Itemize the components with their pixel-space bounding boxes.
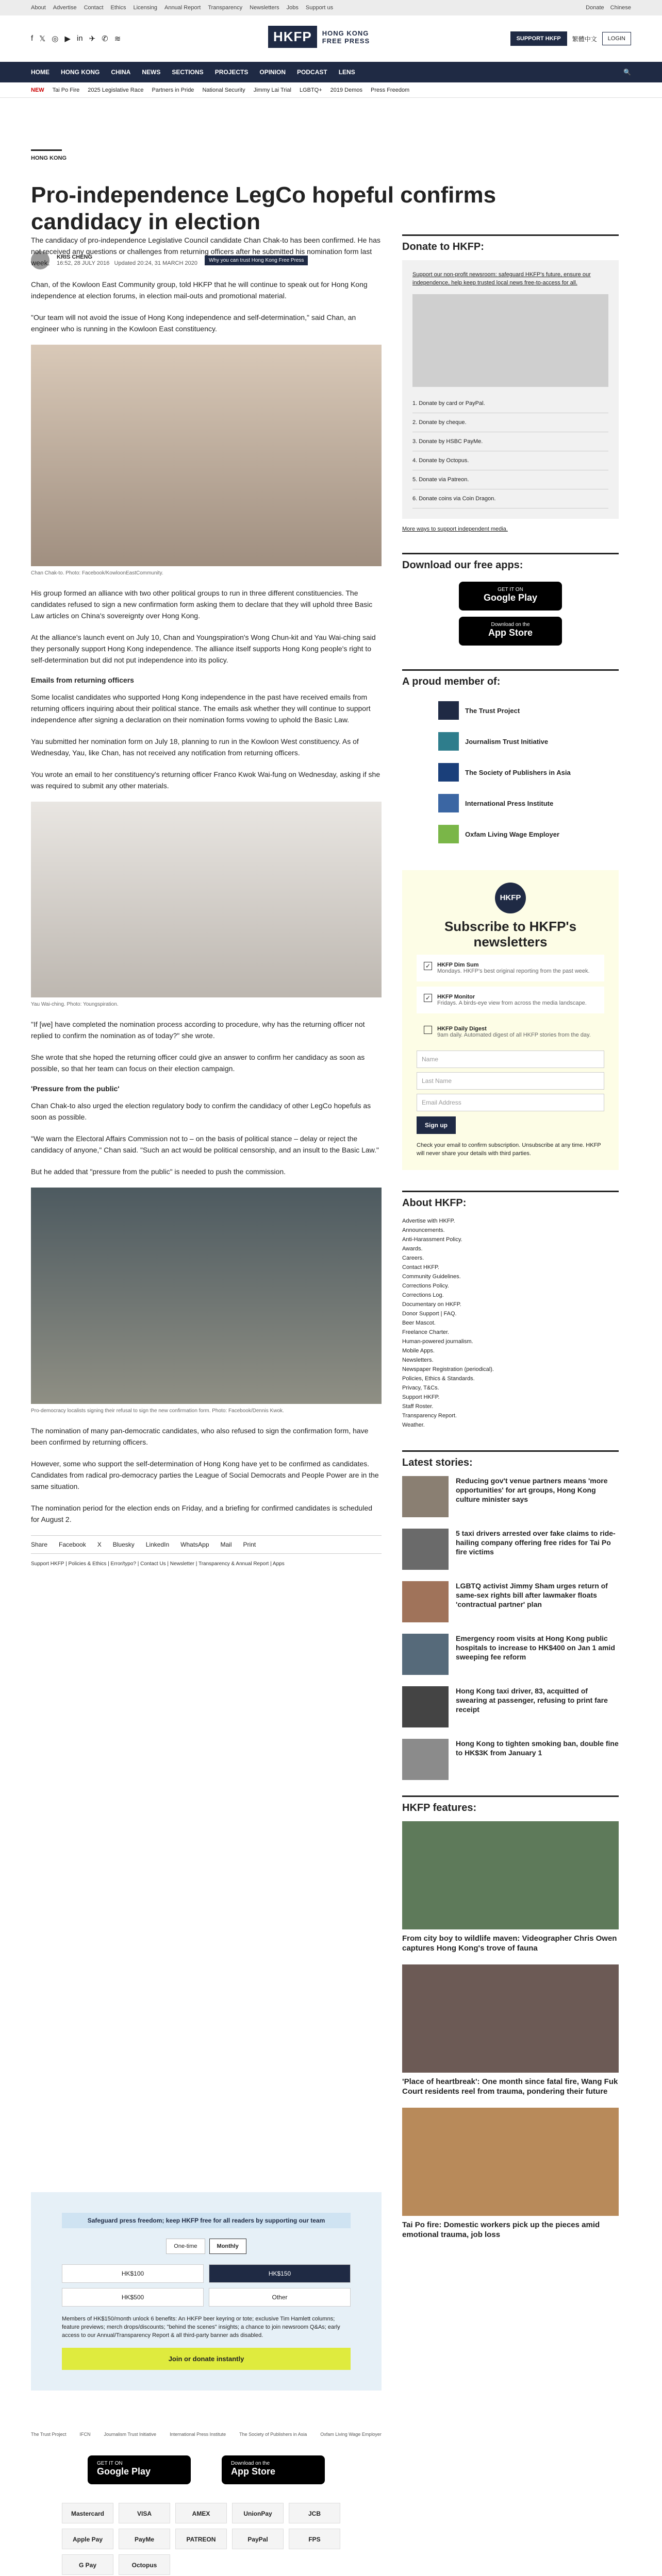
newsletter-option[interactable] xyxy=(417,955,604,981)
features-title: HKFP features: xyxy=(402,1795,619,1814)
about-link[interactable]: Policies, Ethics & Standards. xyxy=(402,1376,475,1382)
partner-logo[interactable]: Journalism Trust Initiative xyxy=(104,2432,157,2437)
latest-title: Latest stories: xyxy=(402,1450,619,1469)
article-kicker[interactable]: HONG KONG xyxy=(31,149,62,161)
paragraph: "We warn the Electoral Affairs Commission not to – on the basis of political stance – delay or reject the candidacy of anyone," Chan said. "Such an act would be political censorship, and an insult to the Basic Law." xyxy=(31,1134,379,1154)
site-header xyxy=(0,15,662,62)
payment-logo: UnionPay xyxy=(232,2503,284,2523)
feature-image xyxy=(402,1964,619,2073)
trending-item[interactable]: Jimmy Lai Trial xyxy=(253,87,291,93)
newsletter-title: Subscribe to HKFP's newsletters xyxy=(444,919,577,950)
partner-logo[interactable]: The Society of Publishers in Asia xyxy=(239,2432,307,2437)
updated-date: Updated 20:24, 31 MARCH 2020 xyxy=(114,260,197,266)
name-input[interactable]: Name xyxy=(417,1050,604,1068)
badge-label: App Store xyxy=(488,628,533,638)
article-photo-1 xyxy=(31,345,382,566)
feature-title[interactable]: 'Place of heartbreak': One month since fatal fire, Wang Fuk Court residents reel from trauma, pondering their future xyxy=(402,2077,618,2096)
donate-option[interactable]: 5. Donate via Patreon. xyxy=(412,470,608,489)
about-link[interactable]: Contact HKFP. xyxy=(402,1264,439,1270)
about-link[interactable]: Mobile Apps. xyxy=(402,1348,435,1354)
features-list xyxy=(402,1821,619,2240)
feature-image xyxy=(402,2108,619,2216)
nav-item[interactable]: LENS xyxy=(338,69,355,76)
apps-title: Download our free apps: xyxy=(402,553,619,571)
share-bar xyxy=(31,1535,382,1554)
newsletter-option[interactable] xyxy=(417,987,604,1013)
top-links xyxy=(31,5,333,11)
member-logo[interactable] xyxy=(402,819,619,850)
nav-item[interactable]: SECTIONS xyxy=(172,69,204,76)
paragraph: But he added that "pressure from the public" is needed to push the commission. xyxy=(31,1167,286,1176)
story-title[interactable]: 5 taxi drivers arrested over fake claims to ride-hailing company offering free rides for Tai Po fire victims xyxy=(456,1529,616,1556)
nav-item[interactable]: HONG KONG xyxy=(61,69,100,76)
trust-tip[interactable]: Why you can trust Hong Kong Free Press xyxy=(205,256,308,265)
about-link[interactable]: Support HKFP. xyxy=(402,1394,440,1400)
payment-logo: PayPal xyxy=(232,2529,284,2549)
about-link[interactable]: Corrections Log. xyxy=(402,1292,444,1298)
latest-story[interactable] xyxy=(402,1581,619,1622)
signup-button[interactable]: Sign up xyxy=(417,1116,456,1134)
amount-option[interactable]: HK$500 xyxy=(62,2288,204,2307)
partner-logo[interactable]: Oxfam Living Wage Employer xyxy=(320,2432,382,2437)
article-photo-3 xyxy=(31,1188,382,1404)
donate-more-link[interactable]: More ways to support independent media. xyxy=(402,526,508,532)
badge-small: GET IT ON xyxy=(97,2461,123,2466)
footer-links[interactable]: Support HKFP | Policies & Ethics | Error/typo? | Contact Us | Newsletter | Transparency & Annual Report | Apps xyxy=(31,1561,285,1567)
logo-text-2: FREE PRESS xyxy=(322,37,370,45)
language-link[interactable]: 繁體中文 xyxy=(572,35,597,43)
subheading: 'Pressure from the public' xyxy=(31,1084,120,1093)
about-link[interactable]: Careers. xyxy=(402,1255,424,1261)
share-link[interactable]: Mail xyxy=(220,1541,232,1548)
member-name: The Trust Project xyxy=(465,706,520,715)
member-name: Journalism Trust Initiative xyxy=(465,737,549,745)
partner-logos xyxy=(31,2432,382,2437)
nav-item[interactable]: CHINA xyxy=(111,69,131,76)
top-utility-bar xyxy=(0,0,662,15)
article-footer xyxy=(31,2432,382,2576)
tab-one-time[interactable]: One-time xyxy=(166,2239,205,2254)
trending-item[interactable]: 2025 Legislative Race xyxy=(88,87,144,93)
paragraph: Yau submitted her nomination form on July 18, planning to run in the Kowloon West constituency. As of Wednesday, Yau, like Chan, has not received any notification from returning officers. xyxy=(31,737,359,757)
paragraph: The candidacy of pro-independence Legislative Council candidate Chan Chak-to has been confirmed. He has not received any questions or challenges from returning officers after he submitted his nomination form last week. xyxy=(31,236,380,267)
email-input[interactable]: Email Address xyxy=(417,1094,604,1111)
nav-item[interactable]: NEWS xyxy=(142,69,161,76)
top-link[interactable]: Licensing xyxy=(133,5,157,11)
share-link[interactable]: LinkedIn xyxy=(145,1541,170,1548)
member-list xyxy=(402,695,619,850)
publish-date: 16:52, 28 JULY 2016 xyxy=(57,260,110,266)
badge-label: App Store xyxy=(231,2466,276,2477)
sidebar xyxy=(402,234,619,2251)
feature-story[interactable] xyxy=(402,2108,619,2240)
paragraph: His group formed an alliance with two other political groups to run in three different constituencies. The candidates refused to sign a new confirmation form asking them to declare that they will uphold three Basic Law articles on China's sovereignty over Hong Kong. xyxy=(31,589,373,620)
paragraph: The nomination of many pan-democratic candidates, who also refused to sign the confirmation form, have been confirmed by returning officers. xyxy=(31,1427,369,1446)
top-link[interactable]: Advertise xyxy=(53,5,77,11)
feature-story[interactable] xyxy=(402,1821,619,1953)
payment-logo: FPS xyxy=(289,2529,340,2549)
partner-logo[interactable]: IFCN xyxy=(79,2432,91,2437)
about-link[interactable]: Awards. xyxy=(402,1246,423,1252)
site-logo[interactable] xyxy=(268,26,370,48)
payment-logos xyxy=(62,2503,351,2575)
nav-item[interactable]: HOME xyxy=(31,69,49,76)
join-button[interactable]: Join or donate instantly xyxy=(62,2348,351,2370)
top-link[interactable]: Annual Report xyxy=(164,5,201,11)
newsletter-name: HKFP Monitor xyxy=(437,994,475,1000)
photo-caption: Chan Chak-to. Photo: Facebook/KowloonEastCommunity. xyxy=(31,570,163,576)
badge-small: Download on the xyxy=(231,2461,270,2466)
member-logo[interactable] xyxy=(402,726,619,757)
about-link[interactable]: Transparency Report. xyxy=(402,1413,457,1419)
payment-logo: PayMe xyxy=(119,2529,170,2549)
paragraph: "If [we] have completed the nomination process according to procedure, why has the returning officer not replied to confirm the nomination as of today?" she wrote. xyxy=(31,1020,365,1040)
author-name[interactable]: KRIS CHENG xyxy=(57,254,93,260)
payment-logo: JCB xyxy=(289,2503,340,2523)
app-store-badge[interactable] xyxy=(222,2455,325,2484)
nav-item[interactable]: PROJECTS xyxy=(214,69,249,76)
trending-item[interactable]: Partners in Pride xyxy=(152,87,194,93)
partner-logo[interactable]: The Trust Project xyxy=(31,2432,67,2437)
newsletter-desc: 9am daily. Automated digest of all HKFP stories from the day. xyxy=(437,1032,591,1038)
about-link[interactable]: Corrections Policy. xyxy=(402,1283,449,1289)
amount-option-selected[interactable]: HK$150 xyxy=(209,2264,351,2283)
top-link[interactable]: About xyxy=(31,5,46,11)
newsletter-name: HKFP Daily Digest xyxy=(437,1026,487,1032)
photo-caption: Yau Wai-ching. Photo: Youngspiration. xyxy=(31,1002,119,1007)
feature-title[interactable]: Tai Po fire: Domestic workers pick up the pieces amid emotional trauma, job loss xyxy=(402,2221,600,2239)
about-link[interactable]: Community Guidelines. xyxy=(402,1274,461,1280)
member-icon xyxy=(438,825,459,843)
member-name: International Press Institute xyxy=(465,799,554,807)
paragraph: However, some who support the self-determination of Hong Kong have yet to be confirmed as candidates. Candidates from radical pro-democracy parties the League of Social Democrats and People Power are in the same situation. xyxy=(31,1460,379,1490)
top-link[interactable]: Contact xyxy=(84,5,104,11)
about-title: About HKFP: xyxy=(402,1191,619,1209)
article-title: Pro-independence LegCo hopeful confirms candidacy in election xyxy=(31,182,496,234)
about-link[interactable]: Human-powered journalism. xyxy=(402,1338,473,1345)
newsletter-box xyxy=(402,870,619,1170)
donate-image xyxy=(412,294,608,387)
donate-banner xyxy=(31,2192,382,2391)
share-link[interactable]: Bluesky xyxy=(112,1541,135,1548)
member-icon xyxy=(438,763,459,782)
paragraph: Chan, of the Kowloon East Community group, told HKFP that he will continue to speak out for Hong Kong independence at election forums, in election mail-outs and promotional material. xyxy=(31,280,368,300)
facebook-icon[interactable]: f xyxy=(31,34,34,43)
amount-option[interactable]: Other xyxy=(209,2288,351,2307)
donate-box xyxy=(402,260,619,519)
about-link[interactable]: Advertise with HKFP. xyxy=(402,1218,455,1224)
donate-option[interactable]: 4. Donate by Octopus. xyxy=(412,451,608,470)
paragraph: "Our team will not avoid the issue of Hong Kong independence and self-determination," said Chan, an engineer who is running in the Kowloon East constituency. xyxy=(31,313,356,333)
paragraph: Chan Chak-to also urged the election regulatory body to confirm the candidacy of other LegCo hopefuls as soon as possible. xyxy=(31,1101,371,1121)
member-name: Oxfam Living Wage Employer xyxy=(465,830,560,838)
badge-small: Download on the xyxy=(491,622,530,628)
top-chinese-link[interactable]: Chinese xyxy=(610,5,631,11)
latest-story[interactable] xyxy=(402,1529,619,1570)
payment-logo: AMEX xyxy=(175,2503,227,2523)
nav-item[interactable]: OPINION xyxy=(259,69,286,76)
about-link[interactable]: Newspaper Registration (periodical). xyxy=(402,1366,494,1372)
badge-label: Google Play xyxy=(97,2466,151,2477)
feature-story[interactable] xyxy=(402,1964,619,2096)
payment-logo: Octopus xyxy=(119,2554,170,2575)
donate-text[interactable]: Support our non-profit newsroom: safeguard HKFP's future, ensure our independence, help keep trusted local news free-to-access for all. xyxy=(412,272,591,286)
partner-logo[interactable]: International Press Institute xyxy=(170,2432,226,2437)
donate-option[interactable]: 6. Donate coins via Coin Dragon. xyxy=(412,489,608,509)
tab-monthly[interactable]: Monthly xyxy=(209,2239,246,2254)
top-link[interactable]: Transparency xyxy=(208,5,243,11)
logo-text-1: HONG KONG xyxy=(322,29,369,37)
story-thumbnail xyxy=(402,1739,449,1780)
member-logo[interactable] xyxy=(402,788,619,819)
donate-title: Donate to HKFP: xyxy=(402,234,619,253)
payment-logo: Apple Pay xyxy=(62,2529,113,2549)
latest-story[interactable] xyxy=(402,1634,619,1675)
paragraph: She wrote that she hoped the returning officer could give an answer to confirm her candidacy as soon as possible, so that her team can focus on their election campaign. xyxy=(31,1053,365,1073)
trending-item[interactable]: National Security xyxy=(202,87,245,93)
paragraph: You wrote an email to her constituency's returning officer Franco Kwok Wai-fung on Wednesday, asking if she was required to submit any other materials. xyxy=(31,770,380,790)
payment-logo: Mastercard xyxy=(62,2503,113,2523)
checkbox[interactable]: ✓ xyxy=(424,962,432,970)
feature-image xyxy=(402,1821,619,1929)
latest-story[interactable] xyxy=(402,1739,619,1780)
about-link[interactable]: Freelance Charter. xyxy=(402,1329,450,1335)
story-thumbnail xyxy=(402,1686,449,1727)
search-icon[interactable]: 🔍 xyxy=(623,69,631,76)
member-icon xyxy=(438,701,459,720)
story-thumbnail xyxy=(402,1476,449,1517)
story-title[interactable]: Hong Kong to tighten smoking ban, double fine to HK$3K from January 1 xyxy=(456,1739,619,1757)
about-link[interactable]: Documentary on HKFP. xyxy=(402,1301,461,1308)
checkbox[interactable] xyxy=(424,1026,432,1034)
latest-story[interactable] xyxy=(402,1686,619,1727)
about-link[interactable]: Donor Support | FAQ. xyxy=(402,1311,457,1317)
about-link[interactable]: Privacy, T&Cs. xyxy=(402,1385,439,1391)
member-logo[interactable] xyxy=(402,757,619,788)
donate-list xyxy=(412,394,608,509)
story-title[interactable]: Reducing gov't venue partners means 'more opportunities' for art groups, Hong Kong culture minister says xyxy=(456,1477,608,1503)
member-title: A proud member of: xyxy=(402,669,619,688)
trending-item[interactable]: LGBTQ+ xyxy=(299,87,322,93)
top-link[interactable]: Newsletters xyxy=(250,5,279,11)
banner-heading[interactable]: Safeguard press freedom; keep HKFP free for all readers by supporting our team xyxy=(62,2213,351,2228)
trending-item[interactable]: Press Freedom xyxy=(371,87,410,93)
badge-small: GET IT ON xyxy=(498,587,523,592)
top-link[interactable]: Ethics xyxy=(110,5,126,11)
newsletter-note: Check your email to confirm subscription. Unsubscribe at any time. HKFP will never share your details with third parties. xyxy=(417,1142,601,1157)
trending-label: NEW xyxy=(31,87,44,93)
payment-logo: G Pay xyxy=(62,2554,113,2575)
share-link[interactable]: Facebook xyxy=(59,1541,86,1548)
about-link[interactable]: Weather. xyxy=(402,1422,425,1428)
about-list xyxy=(402,1216,619,1430)
about-link[interactable]: Beer Mascot. xyxy=(402,1320,436,1326)
amount-option[interactable]: HK$100 xyxy=(62,2264,204,2283)
about-link[interactable]: Newsletters. xyxy=(402,1357,434,1363)
newsletter-desc: Mondays. HKFP's best original reporting from the past week. xyxy=(437,968,590,974)
member-name: The Society of Publishers in Asia xyxy=(465,768,571,776)
membership-text: Members of HK$150/month unlock 6 benefits: An HKFP beer keyring or tote; exclusive Tim Hamlett columns; feature previews; merch drops/discounts; "behind the scenes" insights; a chance to join newsroom Q&As; early access to our Annual/Transparency Report & all third-party banner ads disabled. xyxy=(62,2316,340,2338)
story-thumbnail xyxy=(402,1634,449,1675)
google-play-badge[interactable] xyxy=(459,582,562,611)
feature-title[interactable]: From city boy to wildlife maven: Videographer Chris Owen captures Hong Kong's trove of fauna xyxy=(402,1934,617,1953)
about-link[interactable]: Anti-Harassment Policy. xyxy=(402,1236,462,1243)
paragraph: The nomination period for the election ends on Friday, and a briefing for confirmed candidates is scheduled for August 2. xyxy=(31,1504,373,1523)
whatsapp-icon[interactable]: ✆ xyxy=(102,35,108,43)
share-label: Share xyxy=(31,1541,48,1548)
latest-story[interactable] xyxy=(402,1476,619,1517)
story-thumbnail xyxy=(402,1529,449,1570)
article-photo-2 xyxy=(31,802,382,997)
top-donate-link[interactable]: Donate xyxy=(586,5,604,11)
login-button[interactable]: LOGIN xyxy=(602,32,631,45)
last-name-input[interactable]: Last Name xyxy=(417,1072,604,1090)
main-nav xyxy=(0,62,662,82)
story-title[interactable]: LGBTQ activist Jimmy Sham urges return of same-sex rights bill after lawmaker floats 'contractual partner' plan xyxy=(456,1582,608,1608)
article-body xyxy=(31,234,382,1567)
checkbox[interactable]: ✓ xyxy=(424,994,432,1002)
rss-icon[interactable]: ≋ xyxy=(114,35,121,43)
google-play-badge[interactable] xyxy=(88,2455,191,2484)
photo-caption: Pro-democracy localists signing their refusal to sign the new confirmation form. Photo: Facebook/Dennis Kwok. xyxy=(31,1408,284,1414)
newsletter-option[interactable] xyxy=(417,1019,604,1045)
newsletter-badge: HKFP xyxy=(495,883,526,913)
trending-item[interactable]: Tai Po Fire xyxy=(52,87,80,93)
youtube-icon[interactable]: ▶ xyxy=(64,35,71,43)
linkedin-icon[interactable]: in xyxy=(76,34,83,43)
donate-option[interactable]: 3. Donate by HSBC PayMe. xyxy=(412,432,608,451)
subheading: Emails from returning officers xyxy=(31,676,134,684)
payment-logo: VISA xyxy=(119,2503,170,2523)
share-link[interactable]: Print xyxy=(243,1541,256,1548)
instagram-icon[interactable]: ◎ xyxy=(52,35,59,43)
member-logo[interactable] xyxy=(402,695,619,726)
x-icon[interactable]: 𝕏 xyxy=(39,35,46,43)
telegram-icon[interactable]: ✈ xyxy=(89,35,96,43)
paragraph: Some localist candidates who supported Hong Kong independence in the past have received emails from returning officers inquiring about their political stance. The emails ask whether they will continue to support independence after signing a declaration on their nomination forms vowing to uphold the Basic Law. xyxy=(31,693,371,724)
newsletter-name: HKFP Dim Sum xyxy=(437,962,479,968)
social-icons xyxy=(31,34,121,43)
app-store-badge[interactable] xyxy=(459,617,562,646)
about-link[interactable]: Staff Roster. xyxy=(402,1403,434,1410)
story-title[interactable]: Emergency room visits at Hong Kong public hospitals to increase to HK$400 on Jan 1 amid sweeping fee reform xyxy=(456,1634,615,1661)
payment-logo: PATREON xyxy=(175,2529,227,2549)
story-thumbnail xyxy=(402,1581,449,1622)
top-link[interactable]: Jobs xyxy=(286,5,299,11)
nav-item[interactable]: PODCAST xyxy=(297,69,327,76)
support-button[interactable]: SUPPORT HKFP xyxy=(510,31,567,46)
trending-bar xyxy=(0,82,662,98)
about-link[interactable]: Announcements. xyxy=(402,1227,445,1233)
top-link[interactable]: Support us xyxy=(305,5,334,11)
story-title[interactable]: Hong Kong taxi driver, 83, acquitted of swearing at passenger, refusing to print fare receipt xyxy=(456,1687,608,1714)
donate-option[interactable]: 2. Donate by cheque. xyxy=(412,413,608,432)
paragraph: At the alliance's launch event on July 10, Chan and Youngspiration's Wong Chun-kit and Yau Wai-ching said they personally support Hong Kong independence. The alliance itself supports Hong Kong people's right to self-determination but did not put independence into its policy. xyxy=(31,633,376,664)
latest-list xyxy=(402,1476,619,1780)
donate-option[interactable]: 1. Donate by card or PayPal. xyxy=(412,394,608,413)
badge-label: Google Play xyxy=(483,592,538,603)
member-icon xyxy=(438,732,459,751)
trending-item[interactable]: 2019 Demos xyxy=(330,87,363,93)
share-link[interactable]: WhatsApp xyxy=(180,1541,209,1548)
newsletter-desc: Fridays. A birds-eye view from across the media landscape. xyxy=(437,1000,587,1006)
logo-mark: HKFP xyxy=(268,26,317,48)
share-link[interactable]: X xyxy=(97,1541,102,1548)
member-icon xyxy=(438,794,459,812)
